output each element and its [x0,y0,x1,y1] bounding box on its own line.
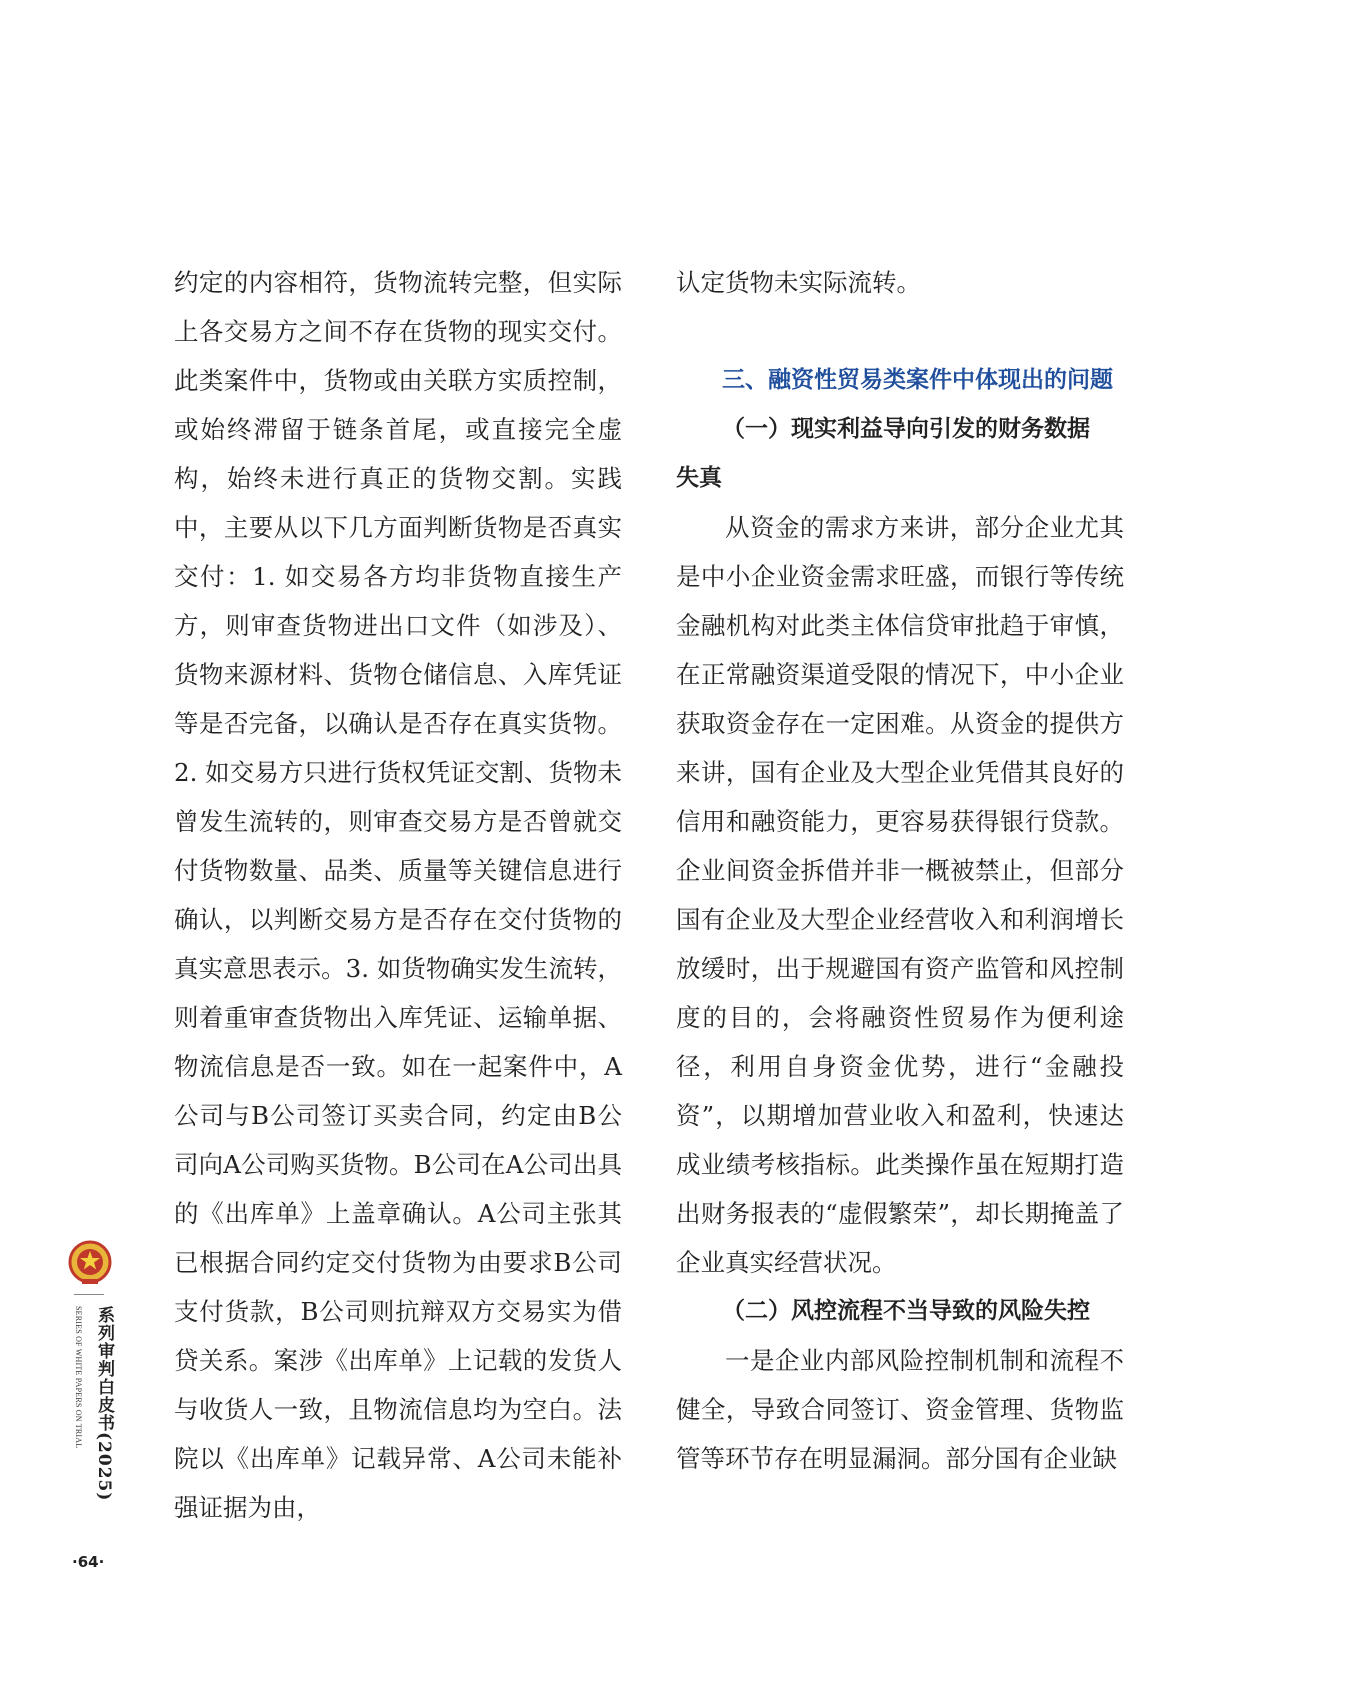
subsection-2-heading: （二）风控流程不当导致的风险失控 [722,1298,1090,1324]
section-heading: 三、融资性贸易类案件中体现出的问题 [722,367,1113,393]
body-paragraph-2: 一是企业内部风险控制机制和流程不健全，导致合同签订、资金管理、货物监管等环节存在明显漏洞。部分国有企业缺 [676,1346,1124,1473]
series-subtitle: SERIES OF WHITE PAPERS ON TRIAL [74,1306,83,1449]
court-emblem-icon [68,1240,112,1286]
page-number: ·64· [72,1553,105,1571]
continuation-paragraph: 认定货物未实际流转。 [676,268,921,297]
right-column [676,258,1124,1483]
body-paragraph-1: 从资金的需求方来讲，部分企业尤其是中小企业资金需求旺盛，而银行等传统金融机构对此类主体信贷审批趋于审慎，在正常融资渠道受限的情况下，中小企业获取资金存在一定困难。从资金的提供方来讲，国有企业及大型企业凭借其良好的信用和融资能力，更容易获得银行贷款。企业间资金拆借并非一概被禁止，但部分国有企业及大型企业经营收入和利润增长放缓时，出于规避国有资产监管和风控制度的目的，会将融资性贸易作为便利途径，利用自身资金优势，进行“金融投资”，以期增加营业收入和盈利，快速达成业绩考核指标。此类操作虽在短期打造出财务报表的“虚假繁荣”，却长期掩盖了企业真实经营状况。 [676,513,1124,1277]
sidebar-divider [74,1294,104,1295]
left-column [174,258,622,1532]
series-title: 系列审判白皮书(2025) [94,1306,114,1502]
subsection-1-heading-line2: 失真 [676,465,722,491]
subsection-1-heading-line1: （一）现实利益导向引发的财务数据 [722,416,1090,442]
left-paragraph: 约定的内容相符，货物流转完整，但实际上各交易方之间不存在货物的现实交付。此类案件中，货物或由关联方实质控制，或始终滞留于链条首尾，或直接完全虚构，始终未进行真正的货物交割。实践中，主要从以下几方面判断货物是否真实交付：1. 如交易各方均非货物直接生产方，则审查货物进出口文件（如涉及）、货物来源材料、货物仓储信息、入库凭证等是否完备，以确认是否存在真实货物。2. 如交易方只进行货权凭证交割、货物未曾发生流转的，则审查交易方是否曾就交付货物数量、品类、质量等关键信息进行确认，以判断交易方是否存在交付货物的真实意思表示。3. 如货物确实发生流转，则着重审查货物出入库凭证、运输单据、物流信息是否一致。如在一起案件中，A公司与B公司签订买卖合同，约定由B公司向A公司购买货物。B公司在A公司出具的《出库单》上盖章确认。A公司主张其已根据合同约定交付货物为由要求B公司支付货款，B公司则抗辩双方交易实为借贷关系。案涉《出库单》上记载的发货人与收货人一致，且物流信息均为空白。法院以《出库单》记载异常、A公司未能补强证据为由， [174,268,622,1522]
